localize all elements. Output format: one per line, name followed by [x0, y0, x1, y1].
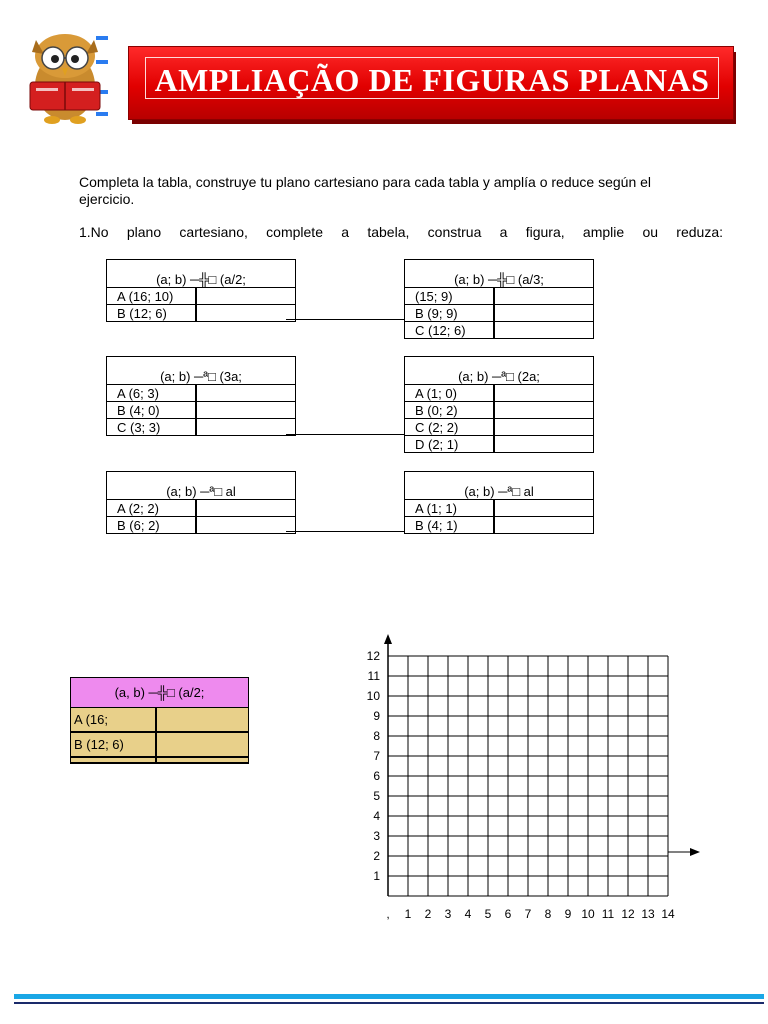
- x-tick-label: 3: [444, 907, 452, 921]
- y-tick-label: 9: [373, 709, 380, 723]
- answer-cell[interactable]: [156, 732, 249, 757]
- x-tick-label: 2: [424, 907, 432, 921]
- answer-cell[interactable]: [494, 305, 594, 322]
- table-1: [106, 259, 296, 322]
- answer-cell[interactable]: [494, 385, 594, 402]
- y-tick-label: 8: [373, 729, 380, 743]
- page-title: AMPLIAÇÃO DE FIGURAS PLANAS: [154, 62, 710, 98]
- banner-frame: [145, 57, 719, 99]
- footer-rule-blue: [14, 994, 764, 999]
- connector-line: [286, 434, 404, 435]
- table-cell: B (4; 1): [405, 517, 495, 534]
- exercise-1-text: 1.No plano cartesiano, complete a tabela, construa a figura, amplie ou reduza:: [79, 224, 723, 240]
- y-tick-label: 11: [367, 669, 380, 683]
- x-tick-label: ,: [386, 907, 390, 921]
- x-tick-label: 11: [601, 907, 615, 921]
- table-3: [106, 356, 296, 436]
- table-cell: C (12; 6): [405, 322, 495, 339]
- table-cell: A (16;: [71, 708, 157, 733]
- x-tick-label: 6: [504, 907, 512, 921]
- y-tick-label: 10: [366, 689, 380, 703]
- table-6: [404, 471, 594, 534]
- answer-cell[interactable]: [494, 419, 594, 436]
- table-cell: A (1; 1): [405, 500, 495, 517]
- answer-cell[interactable]: [196, 419, 296, 436]
- y-tick-label: 2: [373, 849, 380, 863]
- answer-cell[interactable]: [196, 517, 296, 534]
- table-cell: C (3; 3): [107, 419, 197, 436]
- answer-cell[interactable]: [196, 402, 296, 419]
- answer-cell[interactable]: [494, 436, 594, 453]
- answer-cell[interactable]: [494, 322, 594, 339]
- table-header: (a, b) ─╬□ (a/2;: [71, 678, 249, 708]
- answer-cell[interactable]: [196, 288, 296, 305]
- x-tick-label: 4: [464, 907, 472, 921]
- x-axis-arrow-icon: [690, 848, 700, 856]
- x-tick-label: 7: [524, 907, 532, 921]
- table-4: [404, 356, 594, 453]
- x-tick-label: 1: [404, 907, 412, 921]
- table-header: (a; b) ─ª□ (2a;: [405, 357, 594, 385]
- table-header: (a; b) ─ª□ (3a;: [107, 357, 296, 385]
- answer-cell[interactable]: [196, 385, 296, 402]
- x-tick-label: 5: [484, 907, 492, 921]
- x-tick-label: 12: [621, 907, 635, 921]
- table-cell: B (6; 2): [107, 517, 197, 534]
- table-cell: A (16; 10): [107, 288, 197, 305]
- x-tick-label: 8: [544, 907, 552, 921]
- x-tick-label: 9: [564, 907, 572, 921]
- x-tick-label: 14: [661, 907, 675, 921]
- y-tick-label: 12: [366, 649, 380, 663]
- y-axis-arrow-icon: [384, 634, 392, 644]
- answer-cell[interactable]: [494, 517, 594, 534]
- table-header: (a; b) ─╬□ (a/2;: [107, 260, 296, 288]
- table-header: (a; b) ─╬□ (a/3;: [405, 260, 594, 288]
- x-tick-label: 13: [641, 907, 655, 921]
- table-cell: B (9; 9): [405, 305, 495, 322]
- table-cell: A (2; 2): [107, 500, 197, 517]
- answer-cell[interactable]: [196, 500, 296, 517]
- y-tick-label: 7: [373, 749, 380, 763]
- answer-cell[interactable]: [156, 708, 249, 733]
- table-cell: D (2; 1): [405, 436, 495, 453]
- connector-line: [286, 319, 404, 320]
- title-banner: [128, 46, 734, 120]
- answer-cell[interactable]: [494, 500, 594, 517]
- y-tick-label: 3: [373, 829, 380, 843]
- intro-text: Completa la tabla, construye tu plano cartesiano para cada tabla y amplía o reduce según el ejercicio.: [79, 174, 652, 207]
- y-tick-label: 5: [373, 789, 380, 803]
- answer-cell[interactable]: [494, 402, 594, 419]
- table-cell: (15; 9): [405, 288, 495, 305]
- table-cell: B (4; 0): [107, 402, 197, 419]
- table-cell: B (0; 2): [405, 402, 495, 419]
- y-tick-label: 4: [373, 809, 380, 823]
- answer-cell[interactable]: [494, 288, 594, 305]
- table-5: [106, 471, 296, 534]
- table-cell: [71, 757, 157, 763]
- table-cell: B (12; 6): [71, 732, 157, 757]
- table-cell: C (2; 2): [405, 419, 495, 436]
- table-cell: B (12; 6): [107, 305, 197, 322]
- connector-line: [286, 531, 404, 532]
- x-tick-label: 10: [581, 907, 595, 921]
- owl-reading-icon: [22, 26, 108, 126]
- table-2: [404, 259, 594, 339]
- y-tick-label: 1: [373, 869, 380, 883]
- footer-rule-dark: [14, 1002, 764, 1004]
- table-cell: A (1; 0): [405, 385, 495, 402]
- cartesian-grid[interactable]: [340, 628, 710, 928]
- table-cell: A (6; 3): [107, 385, 197, 402]
- colored-table: [70, 677, 249, 764]
- answer-cell[interactable]: [196, 305, 296, 322]
- table-header: (a; b) ─ª□ al: [107, 472, 296, 500]
- answer-cell[interactable]: [156, 757, 249, 763]
- y-tick-label: 6: [373, 769, 380, 783]
- table-header: (a; b) ─ª□ al: [405, 472, 594, 500]
